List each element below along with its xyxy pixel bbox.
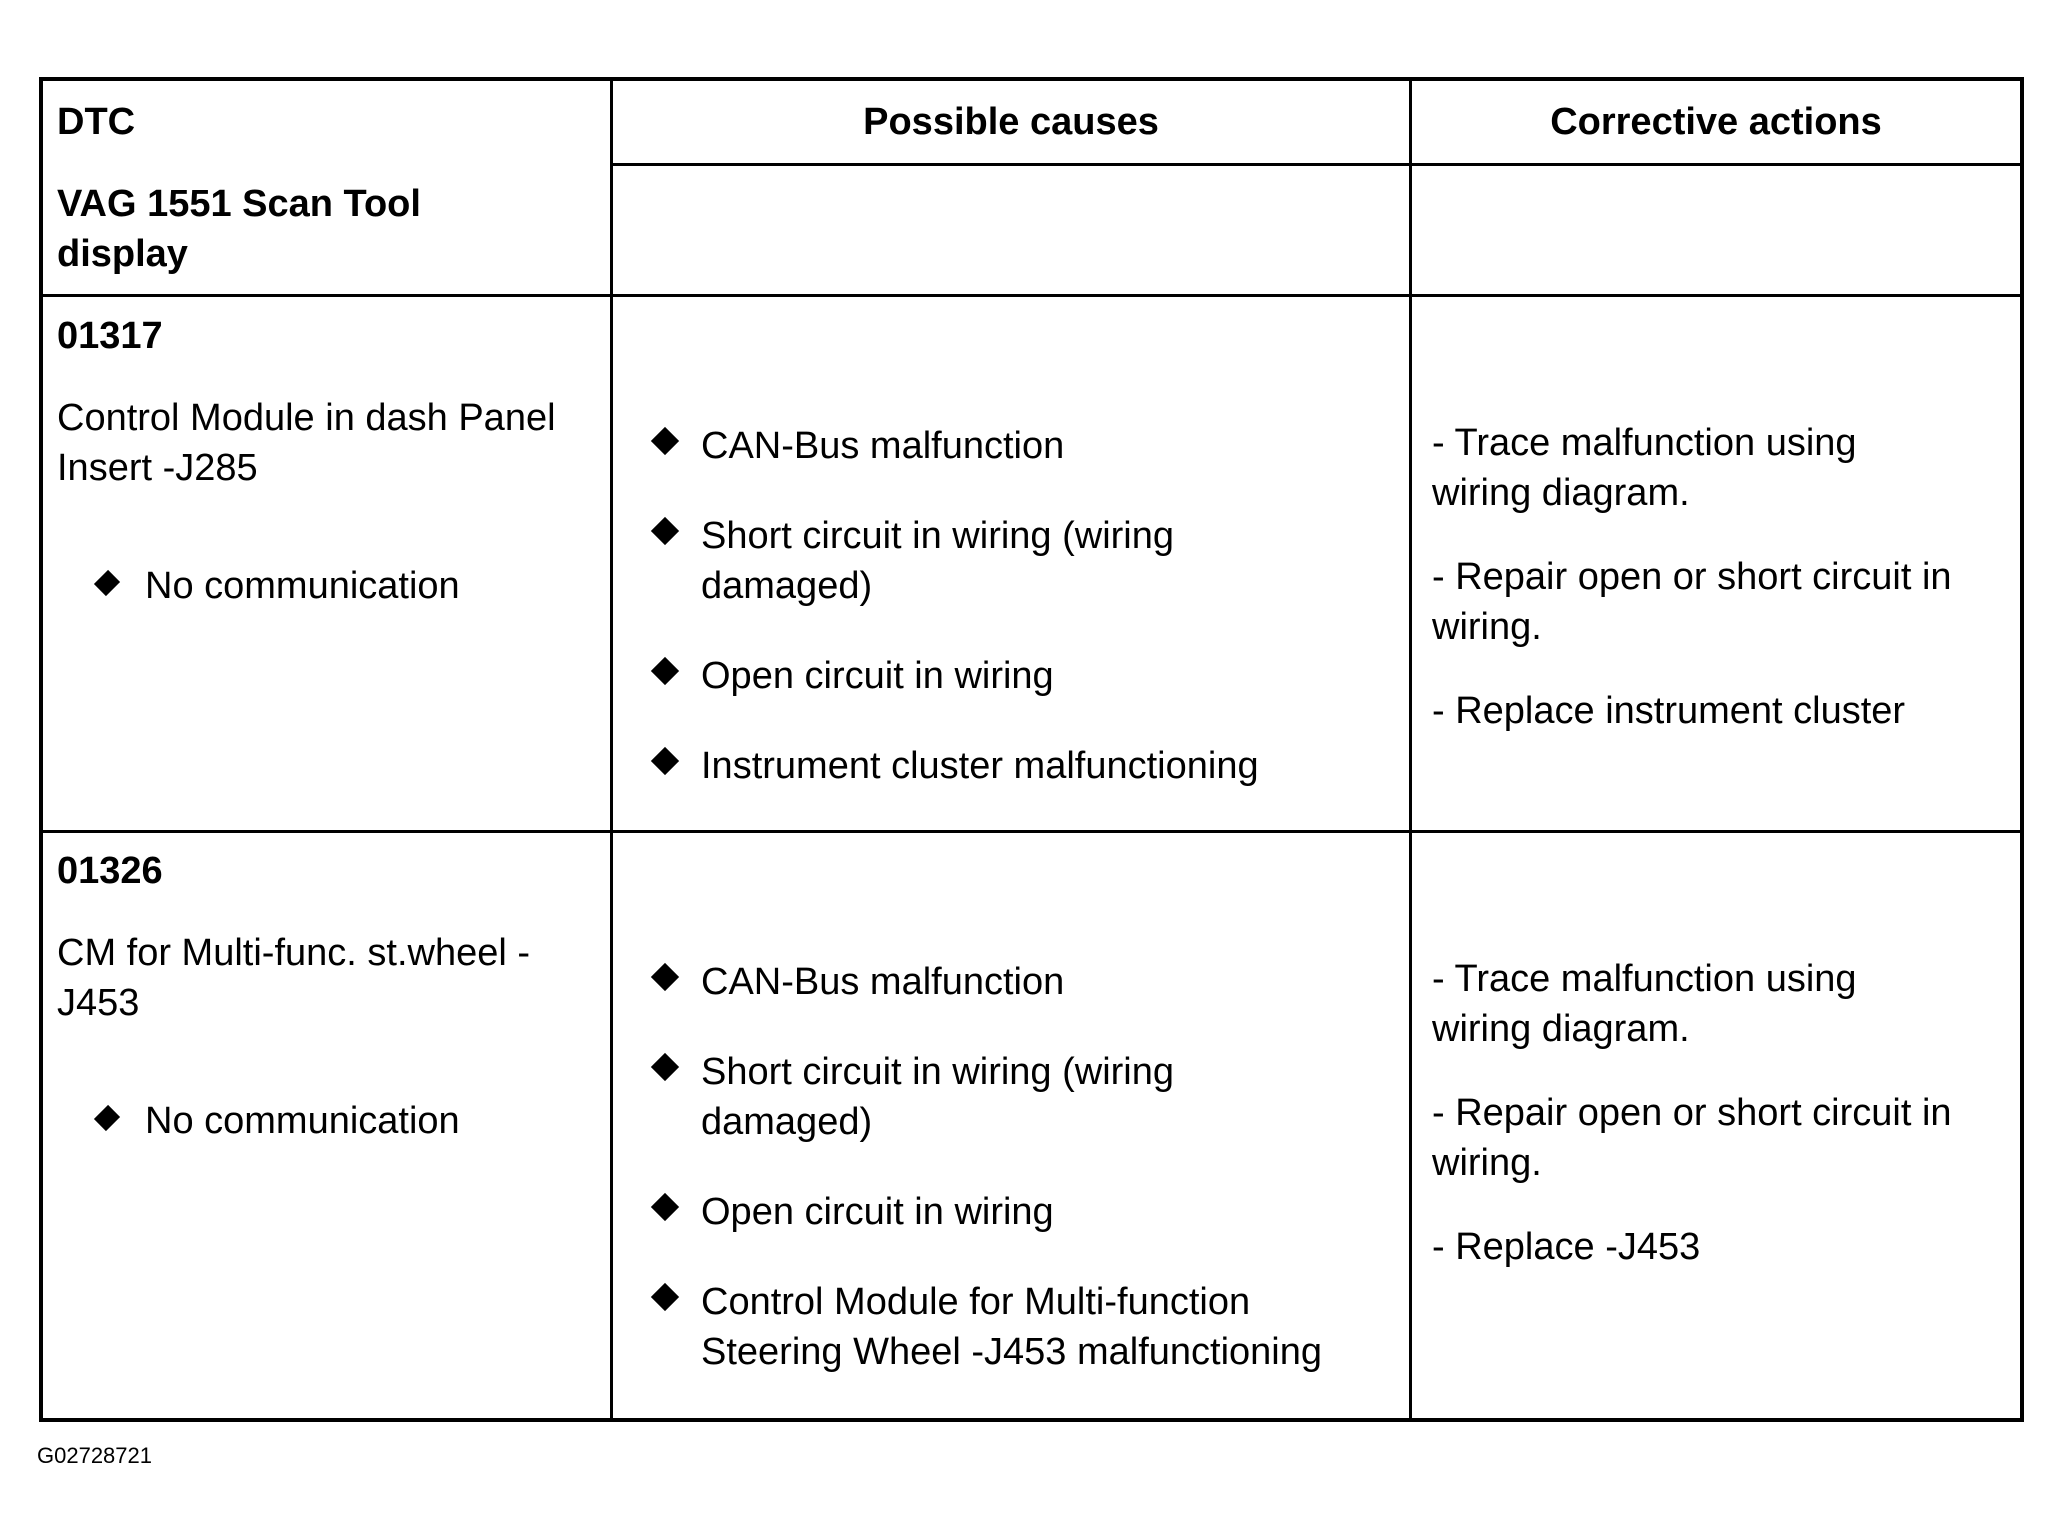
diamond-bullet-icon — [94, 570, 120, 596]
cause-text: CAN-Bus malfunction — [701, 961, 1065, 1003]
header-dtc-label: DTC — [57, 101, 136, 143]
cause-text: Short circuit in wiring (wiring damaged) — [701, 1051, 1175, 1143]
cause-text: Open circuit in wiring — [701, 1191, 1054, 1233]
dtc-description: Control Module in dash Panel Insert -J285 — [57, 397, 556, 489]
action-item: - Repair open or short circuit in wiring. — [1432, 556, 1952, 648]
diamond-bullet-icon — [651, 747, 679, 775]
dtc-display-text: No communication — [145, 1100, 460, 1142]
cause-item — [613, 741, 1403, 791]
header-causes-label: Possible causes — [863, 101, 1159, 143]
cause-item — [613, 1187, 1403, 1237]
row-1-actions-cell — [1432, 418, 2012, 770]
diamond-bullet-icon — [651, 963, 679, 991]
diamond-bullet-icon — [651, 1053, 679, 1081]
cause-item — [613, 1277, 1401, 1377]
cause-text: CAN-Bus malfunction — [701, 425, 1065, 467]
header-actions-label: Corrective actions — [1550, 101, 1882, 143]
cause-item — [613, 651, 1403, 701]
cause-text: Instrument cluster malfunctioning — [701, 745, 1259, 787]
action-item: - Trace malfunction using wiring diagram. — [1432, 422, 1857, 514]
diamond-bullet-icon — [651, 517, 679, 545]
row-1-dtc-cell — [57, 311, 602, 611]
column-divider-2 — [1409, 81, 1412, 1418]
row-2-actions-cell — [1432, 954, 2012, 1306]
diamond-bullet-icon — [94, 1105, 120, 1131]
dtc-description: CM for Multi-func. st.wheel -J453 — [57, 932, 530, 1024]
dtc-display-item — [57, 561, 602, 611]
dtc-display-text: No communication — [145, 565, 460, 607]
diamond-bullet-icon — [651, 427, 679, 455]
cause-text: Open circuit in wiring — [701, 655, 1054, 697]
cause-item — [613, 421, 1403, 471]
row-1-causes-cell — [613, 421, 1403, 831]
action-item: - Replace instrument cluster — [1432, 690, 1906, 732]
row-2-causes-cell — [613, 957, 1403, 1417]
header-scan-tool-label: VAG 1551 Scan Tool display — [57, 183, 421, 275]
dtc-table — [39, 77, 2024, 1422]
cause-item — [613, 1047, 1221, 1147]
cause-item — [613, 511, 1221, 611]
dtc-display-item — [57, 1096, 602, 1146]
action-item: - Trace malfunction using wiring diagram. — [1432, 958, 1857, 1050]
header-dtc-cell — [57, 97, 597, 279]
figure-id: G02728721 — [37, 1443, 152, 1468]
header-bottom-divider — [43, 294, 2020, 297]
header-subdivider — [610, 163, 2020, 166]
dtc-code: 01326 — [57, 850, 163, 892]
dtc-code: 01317 — [57, 315, 163, 357]
action-item: - Repair open or short circuit in wiring. — [1432, 1092, 1952, 1184]
cause-text: Short circuit in wiring (wiring damaged) — [701, 515, 1175, 607]
cause-item — [613, 957, 1403, 1007]
cause-text: Control Module for Multi-function Steering Wheel -J453 malfunctioning — [701, 1281, 1323, 1373]
row-2-dtc-cell — [57, 846, 602, 1146]
diamond-bullet-icon — [651, 1283, 679, 1311]
diamond-bullet-icon — [651, 1193, 679, 1221]
action-item: - Replace -J453 — [1432, 1226, 1701, 1268]
diamond-bullet-icon — [651, 657, 679, 685]
